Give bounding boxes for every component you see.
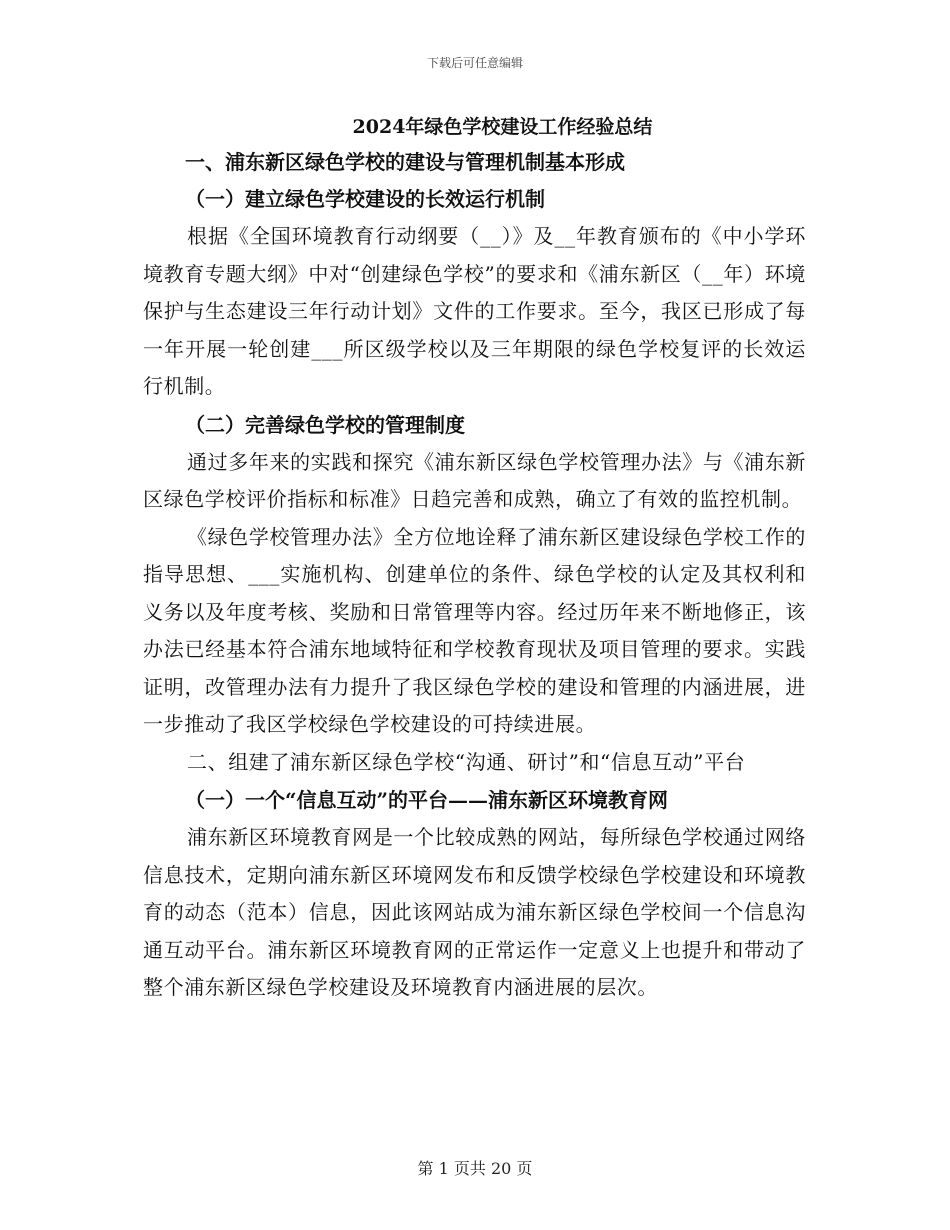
paragraph-2: 通过多年来的实践和探究《浦东新区绿色学校管理办法》与《浦东新区绿色学校评价指标和标准》日趋完善和成熟，确立了有效的监控机制。 <box>143 449 806 511</box>
paragraph-3: 《绿色学校管理办法》全方位地诠释了浦东新区建设绿色学校工作的指导思想、___实施机构、创建单位的条件、绿色学校的认定及其权利和义务以及年度考核、奖励和日常管理等内容。经过历年来不断地修正，该办法已经基本符合浦东地域特征和学校教育现状及项目管理的要求。实践证明，改管理办法有力提升了我区绿色学校的建设和管理的内涵进展，进一步推动了我区学校绿色学校建设的可持续进展。 <box>143 524 806 736</box>
section-heading-1: 一、浦东新区绿色学校的建设与管理机制基本形成 <box>185 150 625 174</box>
document-title: 2024年绿色学校建设工作经验总结 <box>352 116 653 138</box>
document-body <box>143 110 806 1007</box>
subsection-heading-3: （一）一个“信息互动”的平台——浦东新区环境教育网 <box>185 788 669 812</box>
subsection-heading-1: （一）建立绿色学校建设的长效运行机制 <box>185 187 545 211</box>
page-header-note: 下载后可任意编辑 <box>426 56 523 70</box>
page-number-footer: 第 1 页共 20 页 <box>417 1159 533 1178</box>
paragraph-4: 二、组建了浦东新区绿色学校“沟通、研讨”和“信息互动”平台 <box>187 749 746 774</box>
paragraph-1: 根据《全国环境教育行动纲要（__）》及__年教育颁布的《中小学环境教育专题大纲》中对“创建绿色学校”的要求和《浦东新区（__年）环境保护与生态建设三年行动计划》文件的工作要求。至今，我区已形成了每一年开展一轮创建___所区级学校以及三年期限的绿色学校复评的长效运行机制。 <box>143 224 806 398</box>
subsection-heading-2: （二）完善绿色学校的管理制度 <box>185 412 465 437</box>
paragraph-5: 浦东新区环境教育网是一个比较成熟的网站，每所绿色学校通过网络信息技术，定期向浦东新区环境网发布和反馈学校绿色学校建设和环境教育的动态（范本）信息，因此该网站成为浦东新区绿色学校间一个信息沟通互动平台。浦东新区环境教育网的正常运作一定意义上也提升和带动了整个浦东新区绿色学校建设及环境教育内涵进展的层次。 <box>143 825 806 999</box>
